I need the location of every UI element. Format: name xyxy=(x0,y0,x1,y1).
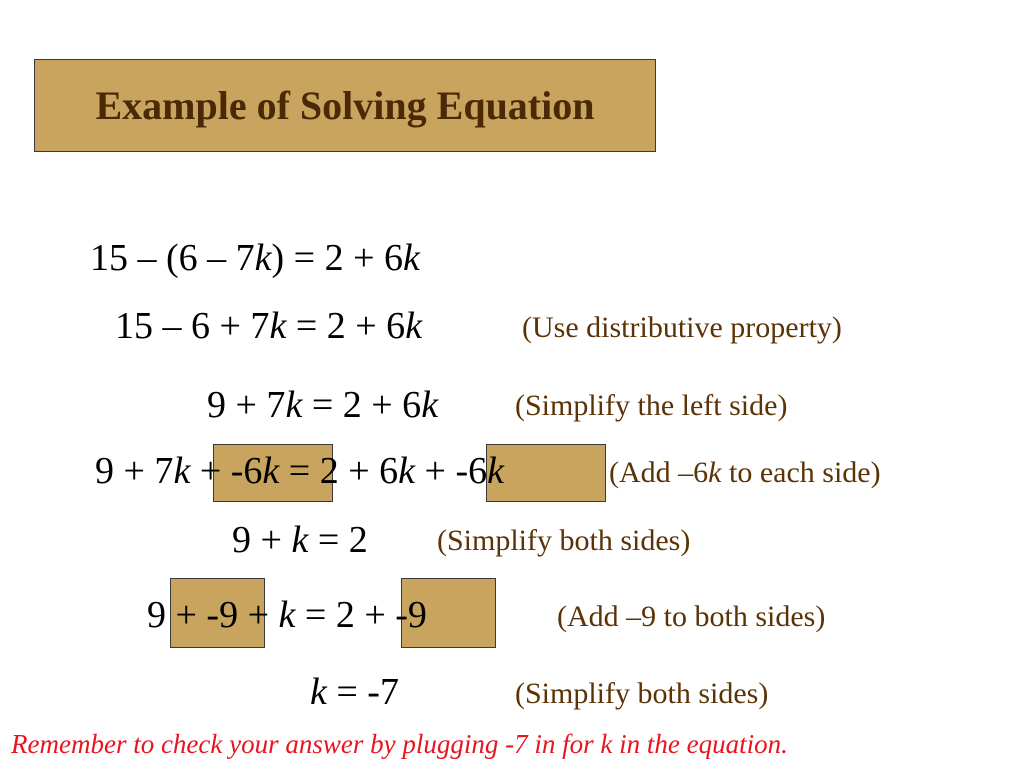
equation-step-5: 9 + k = 2 xyxy=(232,519,368,561)
equation-step-3: 9 + 7k = 2 + 6k xyxy=(207,384,439,426)
equation-step-2: 15 – 6 + 7k = 2 + 6k xyxy=(115,305,423,347)
note-step-6: (Add –9 to both sides) xyxy=(557,600,826,633)
note-step-3: (Simplify the left side) xyxy=(515,389,788,422)
equation-step-7: k = -7 xyxy=(310,671,399,713)
note-step-7: (Simplify both sides) xyxy=(515,677,769,710)
note-step-2: (Use distributive property) xyxy=(522,311,842,344)
title-box xyxy=(34,59,656,152)
equation-step-4: 9 + 7k + -6k = 2 + 6k + -6k xyxy=(95,450,504,492)
highlight-add-neg6k-right xyxy=(486,444,606,502)
equation-step-6: 9 + -9 + k = 2 + -9 xyxy=(147,594,427,636)
note-step-4: (Add –6k to each side) xyxy=(609,456,881,489)
reminder-text: Remember to check your answer by plugging -7 in for k in the equation. xyxy=(11,729,788,759)
note-step-5: (Simplify both sides) xyxy=(437,524,691,557)
equation-step-1: 15 – (6 – 7k) = 2 + 6k xyxy=(90,237,420,279)
slide-title: Example of Solving Equation xyxy=(95,83,595,128)
